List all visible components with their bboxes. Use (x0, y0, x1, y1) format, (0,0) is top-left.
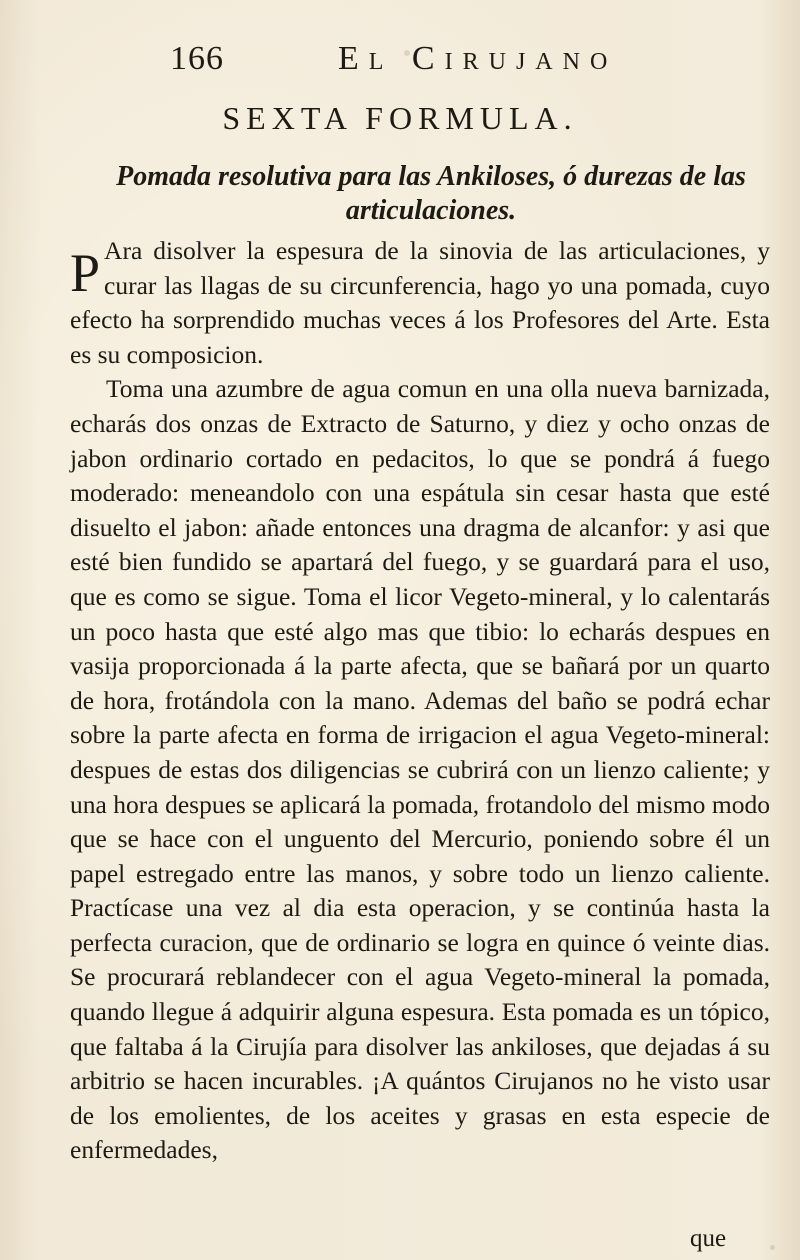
running-head (170, 40, 640, 84)
paragraph-1 (70, 234, 770, 372)
body-text (70, 234, 770, 1168)
catchword: que (690, 1225, 727, 1252)
section-title: SEXTA FORMULA. (222, 100, 578, 136)
paragraph-2: Toma una azumbre de agua comun en una olla nueva barnizada, echarás dos onzas de Extracto de Saturno, y diez y ocho onzas de jabon ordinario cortado en pedacitos, lo que se pondrá á fuego moderado: meneandolo con una espátula sin cesar hasta que esté disuelto el jabon: añade entonces una dragma de alcanfor: y asi que esté bien fundido se apartará del fuego, y se guardará para el uso, que es como se sigue. Toma el licor Vegeto-mineral, y lo calentarás un poco hasta que esté algo mas que tibio: lo echarás despues en vasija proporcionada á la parte afecta, que se bañará por un quarto de hora, frotándola con la mano. Ademas del baño se podrá echar sobre la parte afecta en forma de irrigacion el agua Vegeto-mineral: despues de estas dos diligencias se cubrirá con un lienzo caliente; y una hora despues se aplicará la pomada, frotandolo del mismo modo que se hace con el unguento del Mercurio, poniendo sobre él un papel estregado entre las manos, y sobre todo un lienzo caliente. Practícase una vez al dia esta operacion, y se continúa hasta la perfecta curacion, que de ordinario se logra en quince ó veinte dias. Se procurará reblandecer con el agua Vegeto-mineral la pomada, quando llegue á adquirir alguna espesura. Esta pomada es un tópico, que faltaba á la Cirujía para disolver las ankiloses, que dejadas á su arbitrio se hacen incurables. ¡A quántos Cirujanos no he visto usar de los emolientes, de los aceites y grasas en esta especie de enfermedades, (70, 374, 770, 1165)
drop-cap: P (70, 243, 101, 303)
paper-stain (404, 50, 410, 56)
section-subtitle: Pomada resolutiva para las Ankiloses, ó durezas de las articulaciones. (116, 161, 746, 226)
paragraph-1-text: Ara disolver la espesura de la sinovia de las articulaciones, y curar las llagas de su circunferencia, hago yo una pomada, cuyo efecto ha sorprendido muchas veces á los Profesores del Arte. Esta es su composicion. (70, 236, 770, 369)
paper-stain (770, 1245, 775, 1250)
book-title: El Cirujano (338, 40, 618, 77)
page-number: 166 (170, 40, 224, 77)
